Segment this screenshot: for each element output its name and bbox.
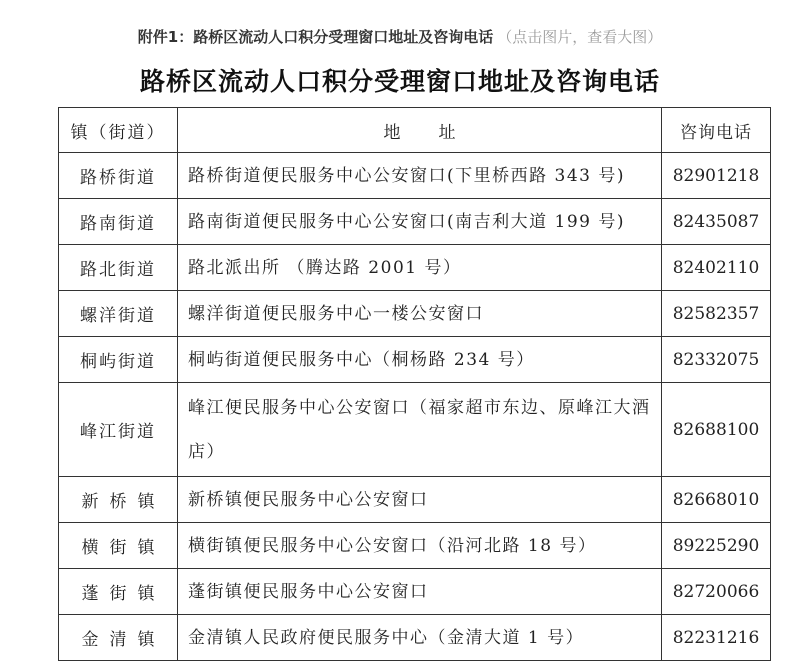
- table-row: [59, 523, 771, 569]
- phone-cell: 82582357: [662, 291, 771, 337]
- phone-cell: 82688100: [662, 383, 771, 477]
- address-cell: 路桥街道便民服务中心公安窗口(下里桥西路 343 号): [178, 153, 662, 199]
- address-cell: 蓬街镇便民服务中心公安窗口: [178, 569, 662, 615]
- phone-cell: 89225290: [662, 523, 771, 569]
- table-row: [59, 477, 771, 523]
- caption-title: 附件1：路桥区流动人口积分受理窗口地址及咨询电话: [137, 28, 494, 46]
- town-cell: 峰江街道: [59, 383, 178, 477]
- town-cell: 金清镇: [59, 615, 178, 661]
- document-title: 路桥区流动人口积分受理窗口地址及咨询电话: [139, 67, 660, 96]
- address-cell: 新桥镇便民服务中心公安窗口: [178, 477, 662, 523]
- phone-cell: 82668010: [662, 477, 771, 523]
- address-cell: 路北派出所 （腾达路 2001 号）: [178, 245, 662, 291]
- table-header-row: [59, 108, 771, 153]
- table-row: [59, 291, 771, 337]
- table-row: [59, 569, 771, 615]
- address-cell: 金清镇人民政府便民服务中心（金清大道 1 号）: [178, 615, 662, 661]
- table-row: [59, 337, 771, 383]
- phone-cell: 82720066: [662, 569, 771, 615]
- town-cell: 桐屿街道: [59, 337, 178, 383]
- town-cell: 蓬街镇: [59, 569, 178, 615]
- town-cell: 路南街道: [59, 199, 178, 245]
- town-cell: 路桥街道: [59, 153, 178, 199]
- table-row: [59, 615, 771, 661]
- phone-cell: 82901218: [662, 153, 771, 199]
- address-cell: 路南街道便民服务中心公安窗口(南吉利大道 199 号): [178, 199, 662, 245]
- header-phone: 咨询电话: [662, 108, 771, 153]
- table-row: [59, 245, 771, 291]
- address-cell: 横街镇便民服务中心公安窗口（沿河北路 18 号）: [178, 523, 662, 569]
- image-caption: [0, 26, 800, 47]
- header-town: 镇（街道）: [59, 108, 178, 153]
- address-cell: 螺洋街道便民服务中心一楼公安窗口: [178, 291, 662, 337]
- phone-cell: 82231216: [662, 615, 771, 661]
- town-cell: 横街镇: [59, 523, 178, 569]
- view-large-image-link[interactable]: （点击图片，查看大图）: [497, 28, 663, 46]
- phone-cell: 82332075: [662, 337, 771, 383]
- table-row: [59, 153, 771, 199]
- town-cell: 新桥镇: [59, 477, 178, 523]
- town-cell: 路北街道: [59, 245, 178, 291]
- table-row: [59, 383, 771, 477]
- header-address: 地址: [178, 108, 662, 153]
- phone-cell: 82435087: [662, 199, 771, 245]
- town-cell: 螺洋街道: [59, 291, 178, 337]
- table-row: [59, 199, 771, 245]
- address-cell: 桐屿街道便民服务中心（桐杨路 234 号）: [178, 337, 662, 383]
- phone-cell: 82402110: [662, 245, 771, 291]
- address-cell: 峰江便民服务中心公安窗口（福家超市东边、原峰江大酒店）: [178, 383, 662, 477]
- contact-table: [58, 107, 771, 661]
